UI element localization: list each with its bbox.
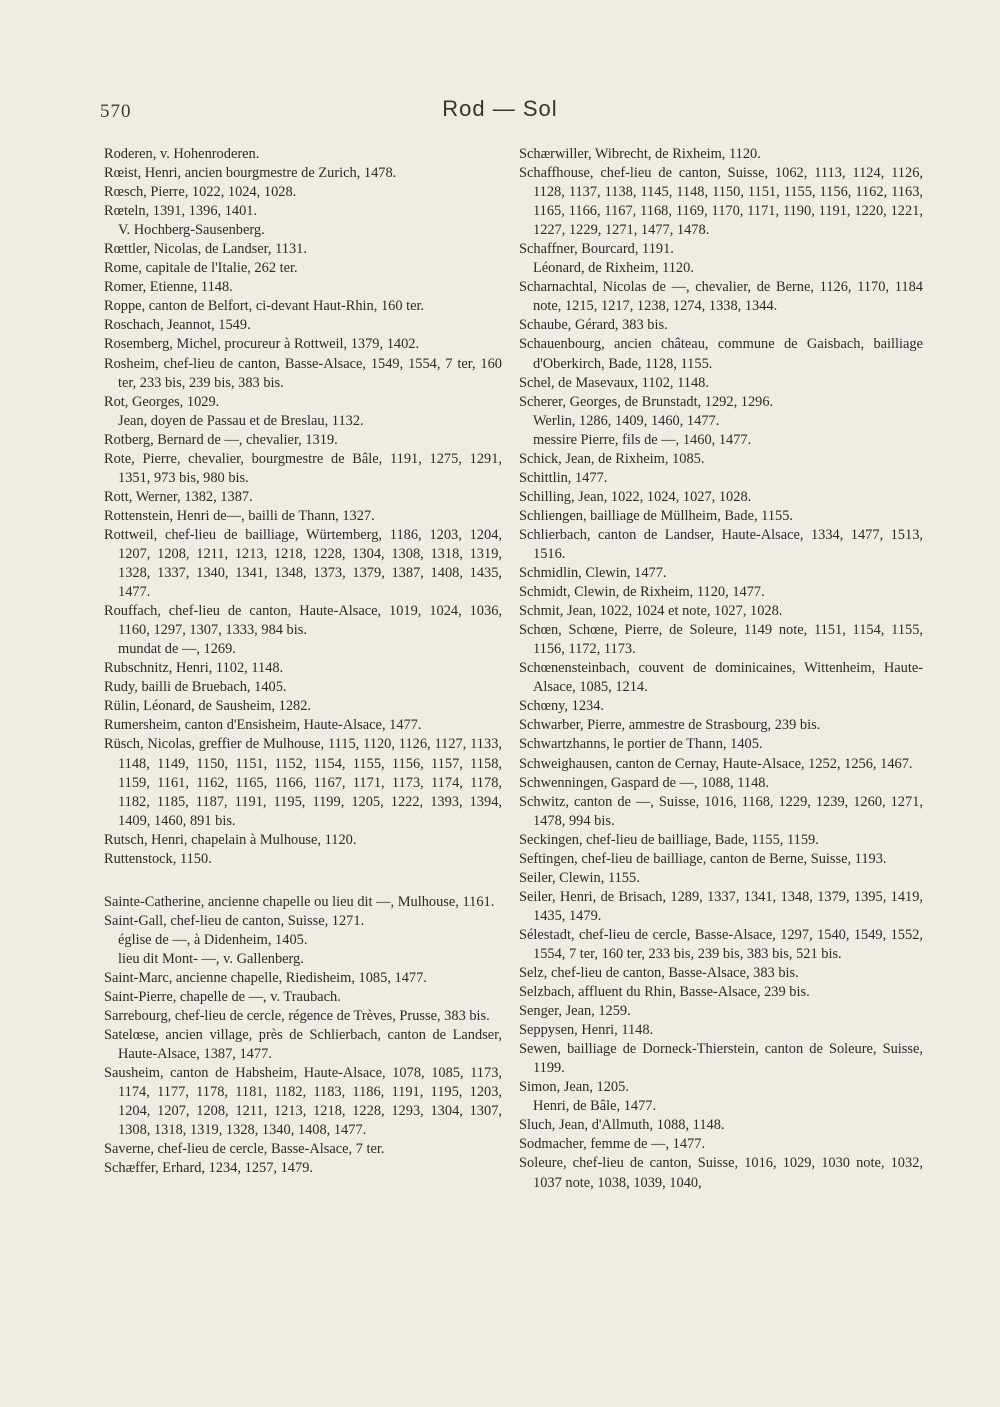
index-entry: Rot, Georges, 1029. — [104, 393, 220, 410]
index-entry: Romer, Etienne, 1148. — [104, 279, 233, 296]
index-entry: Rüsch, Nicolas, greffier de Mulhouse, 1115, 1120, 1126, 1127, 1133, 1148, 1149, 1150, 1151, 1152, 1154, 1155, 1156, 1157, 1158, 1159, 1161, 1162, 1165, 1166, 1167, 1171, 1173, 1174, 1178, 1182, 1185, 1187, 1191, 1195, 1199, 1205, 1222, 1393, 1394, 1409, 1460, 891 bis. — [104, 736, 502, 829]
index-entry: Selz, chef-lieu de canton, Basse-Alsace, 383 bis. — [519, 965, 799, 982]
index-entry: Sélestadt, chef-lieu de cercle, Basse-Alsace, 1297, 1540, 1549, 1552, 1554, 7 ter, 160 ter, 233 bis, 239 bis, 383 bis, 521 bis. — [519, 926, 923, 962]
index-entry: Rote, Pierre, chevalier, bourgmestre de Bâle, 1191, 1275, 1291, 1351, 973 bis, 980 bis. — [104, 450, 502, 486]
index-entry: Seiler, Henri, de Brisach, 1289, 1337, 1341, 1348, 1379, 1395, 1419, 1435, 1479. — [519, 888, 923, 924]
index-entry: Schmit, Jean, 1022, 1024 et note, 1027, 1028. — [519, 603, 783, 620]
index-entry: Seckingen, chef-lieu de bailliage, Bade, 1155, 1159. — [519, 831, 819, 848]
index-entry: Schlierbach, canton de Landser, Haute-Alsace, 1334, 1477, 1513, 1516. — [519, 526, 923, 562]
index-entry: Schel, de Masevaux, 1102, 1148. — [519, 374, 709, 391]
index-entry: Saint-Pierre, chapelle de —, v. Traubach. — [104, 989, 341, 1006]
index-entry: Saint-Marc, ancienne chapelle, Riedisheim, 1085, 1477. — [104, 969, 427, 986]
index-entry: Scharnachtal, Nicolas de —, chevalier, de Berne, 1126, 1170, 1184 note, 1215, 1217, 1238, 1274, 1338, 1344. — [519, 279, 923, 315]
index-entry: Rome, capitale de l'Italie, 262 ter. — [104, 260, 298, 277]
index-entry: Schœnensteinbach, couvent de dominicaines, Wittenheim, Haute-Alsace, 1085, 1214. — [519, 660, 923, 696]
index-entry: Schæffer, Erhard, 1234, 1257, 1479. — [104, 1160, 313, 1177]
index-entry: Schaffner, Bourcard, 1191. — [519, 241, 674, 258]
index-entry: Rœteln, 1391, 1396, 1401. — [104, 203, 258, 220]
index-entry: Sarrebourg, chef-lieu de cercle, régence de Trèves, Prusse, 383 bis. — [104, 1008, 490, 1025]
index-entry: Schwartzhanns, le portier de Thann, 1405. — [519, 736, 763, 753]
index-entry: Senger, Jean, 1259. — [519, 1003, 631, 1020]
index-entry: Schittlin, 1477. — [519, 469, 608, 486]
index-entry: Sainte-Catherine, ancienne chapelle ou lieu dit —, Mulhouse, 1161. — [104, 893, 495, 910]
index-entry: Schick, Jean, de Rixheim, 1085. — [519, 450, 705, 467]
index-subentry: Henri, de Bâle, 1477. — [533, 1098, 657, 1115]
index-entry: Schaube, Gérard, 383 bis. — [519, 317, 668, 334]
index-entry: Scherer, Georges, de Brunstadt, 1292, 1296. — [519, 393, 774, 410]
index-entry: Schaffhouse, chef-lieu de canton, Suisse, 1062, 1113, 1124, 1126, 1128, 1137, 1138, 1145, 1148, 1150, 1151, 1155, 1156, 1162, 1163, 1165, 1166, 1167, 1168, 1169, 1170, 1171, 1190, 1191, 1220, 1221, 1227, 1229, 1271, 1477, 1478. — [519, 165, 923, 239]
index-entry: Selzbach, affluent du Rhin, Basse-Alsace, 239 bis. — [519, 984, 810, 1001]
index-entry: Sluch, Jean, d'Allmuth, 1088, 1148. — [519, 1117, 725, 1134]
index-entry: Rubschnitz, Henri, 1102, 1148. — [104, 660, 284, 677]
index-subentry: lieu dit Mont- —, v. Gallenberg. — [118, 950, 304, 967]
index-entry: Schweighausen, canton de Cernay, Haute-Alsace, 1252, 1256, 1467. — [519, 755, 913, 772]
right-column — [519, 145, 923, 1193]
index-entry: Rotberg, Bernard de —, chevalier, 1319. — [104, 431, 338, 448]
index-entry: Schwitz, canton de —, Suisse, 1016, 1168, 1229, 1239, 1260, 1271, 1478, 994 bis. — [519, 793, 923, 829]
index-entry: Simon, Jean, 1205. — [519, 1079, 629, 1096]
index-entry: Rosheim, chef-lieu de canton, Basse-Alsace, 1549, 1554, 7 ter, 160 ter, 233 bis, 239 bis, 383 bis. — [104, 355, 502, 391]
index-entry: Schliengen, bailliage de Müllheim, Bade, 1155. — [519, 507, 794, 524]
index-entry: Rumersheim, canton d'Ensisheim, Haute-Alsace, 1477. — [104, 717, 422, 734]
index-entry: Rutsch, Henri, chapelain à Mulhouse, 1120. — [104, 831, 357, 848]
index-subentry: Jean, doyen de Passau et de Breslau, 1132. — [118, 412, 364, 429]
index-entry: Schærwiller, Wibrecht, de Rixheim, 1120. — [519, 146, 761, 162]
index-entry: Schwenningen, Gaspard de —, 1088, 1148. — [519, 774, 770, 791]
index-entry: Sausheim, canton de Habsheim, Haute-Alsace, 1078, 1085, 1173, 1174, 1177, 1178, 1181, 1182, 1183, 1186, 1191, 1195, 1203, 1204, 1207, 1208, 1211, 1213, 1218, 1228, 1293, 1304, 1307, 1308, 1318, 1319, 1328, 1340, 1408, 1477. — [104, 1065, 502, 1139]
index-entry: Rülin, Léonard, de Sausheim, 1282. — [104, 698, 312, 715]
index-entry: Rosemberg, Michel, procureur à Rottweil, 1379, 1402. — [104, 336, 420, 353]
index-entry: Schmidlin, Clewin, 1477. — [519, 565, 667, 582]
index-entry: Rœist, Henri, ancien bourgmestre de Zurich, 1478. — [104, 165, 397, 182]
index-entry: Rœsch, Pierre, 1022, 1024, 1028. — [104, 184, 297, 201]
index-entry: Schwarber, Pierre, ammestre de Strasbourg, 239 bis. — [519, 717, 821, 734]
index-subentry: V. Hochberg-Sausenberg. — [118, 222, 265, 239]
index-entry: Roschach, Jeannot, 1549. — [104, 317, 251, 334]
index-subentry: Léonard, de Rixheim, 1120. — [533, 260, 694, 277]
index-entry: Rœttler, Nicolas, de Landser, 1131. — [104, 241, 307, 258]
index-entry: Rott, Werner, 1382, 1387. — [104, 488, 253, 505]
index-entry: Rudy, bailli de Bruebach, 1405. — [104, 679, 287, 696]
index-entry: Saverne, chef-lieu de cercle, Basse-Alsace, 7 ter. — [104, 1141, 385, 1158]
index-entry: Roppe, canton de Belfort, ci-devant Haut-Rhin, 160 ter. — [104, 298, 425, 315]
index-subentry: mundat de —, 1269. — [118, 641, 236, 658]
index-entry: Seiler, Clewin, 1155. — [519, 869, 640, 886]
index-entry: Rottweil, chef-lieu de bailliage, Würtemberg, 1186, 1203, 1204, 1207, 1208, 1211, 1213, 1218, 1228, 1304, 1308, 1318, 1319, 1328, 1337, 1340, 1341, 1348, 1373, 1379, 1387, 1408, 1435, 1477. — [104, 526, 502, 601]
index-subentry: messire Pierre, fils de —, 1460, 1477. — [533, 431, 752, 448]
index-entry: Satelœse, ancien village, près de Schlierbach, canton de Landser, Haute-Alsace, 1387, 1477. — [104, 1027, 502, 1063]
index-entry: Seppysen, Henri, 1148. — [519, 1022, 654, 1039]
index-entry: Sewen, bailliage de Dorneck-Thierstein, canton de Soleure, Suisse, 1199. — [519, 1041, 923, 1077]
index-subentry: Werlin, 1286, 1409, 1460, 1477. — [533, 412, 720, 429]
index-entry: Soleure, chef-lieu de canton, Suisse, 1016, 1029, 1030 note, 1032, 1037 note, 1038, 1039, 1040, — [519, 1155, 923, 1191]
index-entry: Rottenstein, Henri de—, bailli de Thann, 1327. — [104, 507, 375, 524]
left-column — [104, 145, 502, 1178]
index-entry: Saint-Gall, chef-lieu de canton, Suisse, 1271. — [104, 912, 365, 929]
index-entry: Schilling, Jean, 1022, 1024, 1027, 1028. — [519, 488, 752, 505]
index-entry: Schœn, Schœne, Pierre, de Soleure, 1149 note, 1151, 1154, 1155, 1156, 1172, 1173. — [519, 622, 923, 658]
index-subentry: église de —, à Didenheim, 1405. — [118, 931, 308, 948]
index-entry: Sodmacher, femme de —, 1477. — [519, 1136, 706, 1153]
index-entry: Rouffach, chef-lieu de canton, Haute-Alsace, 1019, 1024, 1036, 1160, 1297, 1307, 1333, 984 bis. — [104, 603, 502, 639]
index-entry: Seftingen, chef-lieu de bailliage, canton de Berne, Suisse, 1193. — [519, 850, 887, 867]
index-entry: Roderen, v. Hohenroderen. — [104, 146, 260, 162]
index-entry: Schmidt, Clewin, de Rixheim, 1120, 1477. — [519, 584, 765, 601]
page-number: 570 — [100, 101, 132, 122]
running-title: Rod — Sol — [442, 96, 558, 121]
index-entry: Schauenbourg, ancien château, commune de Gaisbach, bailliage d'Oberkirch, Bade, 1128, 1155. — [519, 336, 923, 372]
index-entry: Ruttenstock, 1150. — [104, 850, 212, 867]
index-entry: Schœny, 1234. — [519, 698, 605, 715]
letter-section-gap — [104, 869, 502, 893]
